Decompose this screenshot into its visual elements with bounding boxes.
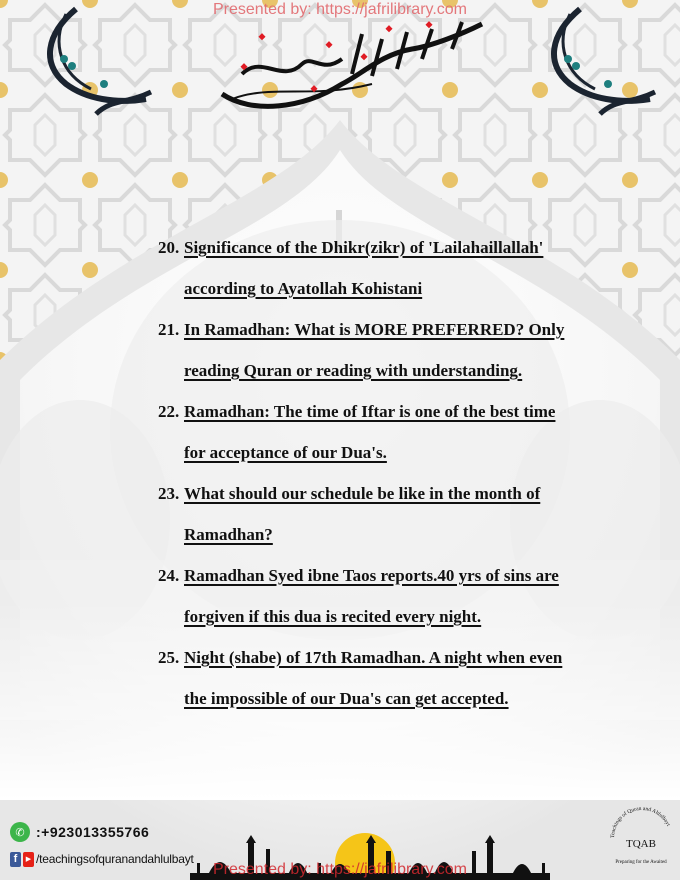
tqab-logo: [606, 800, 676, 875]
item-number: 23.: [158, 484, 180, 503]
item-link-line[interactable]: Ramadhan: The time of Iftar is one of the best time: [184, 402, 556, 421]
list-item[interactable]: [158, 227, 598, 309]
youtube-icon: ▶: [23, 852, 34, 867]
ramadhan-calligraphy-right-icon: [540, 4, 660, 124]
watermark-bottom[interactable]: Presented by: https://jafrilibrary.com: [212, 861, 468, 878]
header-calligraphy-icon: [212, 14, 492, 114]
svg-text:Teachings of Quran and Ahlulba: [610, 806, 671, 838]
whatsapp-icon: ✆: [10, 822, 30, 842]
logo-name: TQAB: [626, 838, 656, 850]
item-link-line[interactable]: the impossible of our Dua's can get accepted.: [184, 689, 509, 708]
phone-row: [10, 822, 194, 842]
item-number: 22.: [158, 402, 180, 421]
social-handle: /teachingsofquranandahlulbayt: [36, 852, 194, 866]
item-link-line[interactable]: for acceptance of our Dua's.: [184, 443, 387, 462]
item-link-line[interactable]: What should our schedule be like in the month of: [184, 484, 541, 503]
item-number: 20.: [158, 238, 180, 257]
item-link-line[interactable]: reading Quran or reading with understanding.: [184, 361, 523, 380]
list-item[interactable]: [158, 555, 598, 637]
list-item[interactable]: [158, 637, 598, 719]
item-link-line[interactable]: Significance of the Dhikr(zikr) of 'Lailahaillallah': [184, 238, 544, 257]
watermark-top[interactable]: Presented by: https://jafrilibrary.com: [212, 1, 468, 18]
item-link-line[interactable]: Ramadhan Syed ibne Taos reports.40 yrs of sins are: [184, 566, 559, 585]
list-item[interactable]: [158, 309, 598, 391]
logo-arc-text: Teachings of Quran and Ahlulbayt: [609, 805, 672, 839]
logo-arc-icon: [606, 800, 676, 840]
list-item[interactable]: [158, 391, 598, 473]
topic-list: [158, 227, 598, 719]
item-link-line[interactable]: according to Ayatollah Kohistani: [184, 279, 423, 298]
item-number: 25.: [158, 648, 180, 667]
item-link-line[interactable]: forgiven if this dua is recited every night.: [184, 607, 482, 626]
phone-number: :+923013355766: [36, 824, 150, 840]
item-link-line[interactable]: Ramadhan?: [184, 525, 273, 544]
list-item[interactable]: [158, 473, 598, 555]
item-number: 24.: [158, 566, 180, 585]
facebook-icon: f: [10, 852, 21, 867]
item-link-line[interactable]: Night (shabe) of 17th Ramadhan. A night when even: [184, 648, 563, 667]
item-number: 21.: [158, 320, 180, 339]
logo-tagline: Preparing for the Awaited: [615, 860, 667, 865]
item-link-line[interactable]: In Ramadhan: What is MORE PREFERRED? Only: [184, 320, 565, 339]
ramadhan-calligraphy-left-icon: [36, 4, 156, 124]
